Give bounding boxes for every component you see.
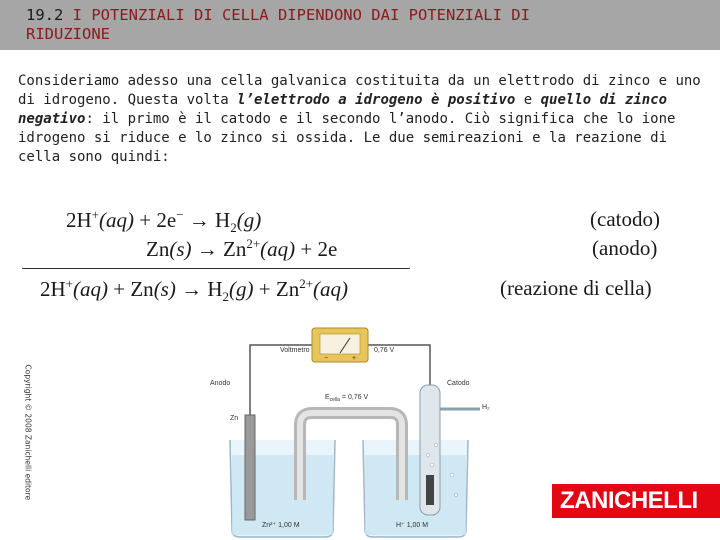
label-cathode: (catodo) xyxy=(590,207,660,231)
wire-left xyxy=(250,345,312,415)
body-text-1: Consideriamo adesso una cella galvanica costituita da un elettrodo di zinco e uno di idrogeno. Questa volta xyxy=(18,73,701,108)
equation-divider xyxy=(22,268,410,269)
zn-label: Zn xyxy=(230,415,239,422)
body-bold-1: l’elettrodo a idrogeno è positivo xyxy=(237,92,516,108)
left-concentration: Zn²⁺ 1,00 M xyxy=(262,522,300,529)
voltmeter-plus: + xyxy=(352,355,357,362)
cathode-label: Catodo xyxy=(447,380,470,387)
equation-cathode: $2H^+(aq) + 2e^- \to H_2(g)$ xyxy=(66,207,262,236)
body-text-3: : il primo è il catodo e il secondo l’anodo. Ciò significa che lo ione idrogeno si riduce e lo zinco si ossida. Le due semireazioni e la reazione di cella sono quindi: xyxy=(18,111,676,165)
title-line-2: RIDUZIONE xyxy=(26,25,110,43)
galvanic-cell-diagram xyxy=(200,325,510,540)
zanichelli-logo xyxy=(552,484,720,518)
right-concentration: H⁺ 1,00 M xyxy=(396,522,429,529)
slide-title xyxy=(26,6,706,44)
label-cell: (reazione di cella) xyxy=(500,276,652,300)
equation-anode: $Zn(s) \to Zn^{2+}(aq) + 2e$ xyxy=(146,236,338,261)
h2-label: H₂ xyxy=(482,404,490,411)
body-paragraph xyxy=(18,72,708,167)
ecell-label: $E_{cella} = 0,76$ V xyxy=(325,394,369,403)
voltmeter-label: Voltmetro xyxy=(280,347,310,354)
body-bold-2: quello di zinco negativo xyxy=(18,92,668,127)
title-line-1: I POTENZIALI DI CELLA DIPENDONO DAI POTENZIALI DI xyxy=(72,6,530,24)
voltmeter-minus: − xyxy=(324,355,329,362)
equation-cell: $2H^+(aq) + Zn(s) \to H_2(g) + Zn^{2+}(aq)$ xyxy=(40,276,349,305)
anode-label: Anodo xyxy=(210,380,231,387)
section-number: 19.2 xyxy=(26,6,64,24)
logo-text: ZANICHELLI xyxy=(560,487,698,514)
label-anode: (anodo) xyxy=(592,236,658,260)
zinc-electrode xyxy=(245,415,255,520)
voltmeter-reading: 0,76 V xyxy=(374,347,395,354)
copyright-note: Copyright © 2008 Zanichelli editore xyxy=(23,364,33,501)
body-text-2: e xyxy=(515,92,541,108)
voltmeter-face xyxy=(320,334,360,354)
platinum-electrode xyxy=(426,475,434,505)
